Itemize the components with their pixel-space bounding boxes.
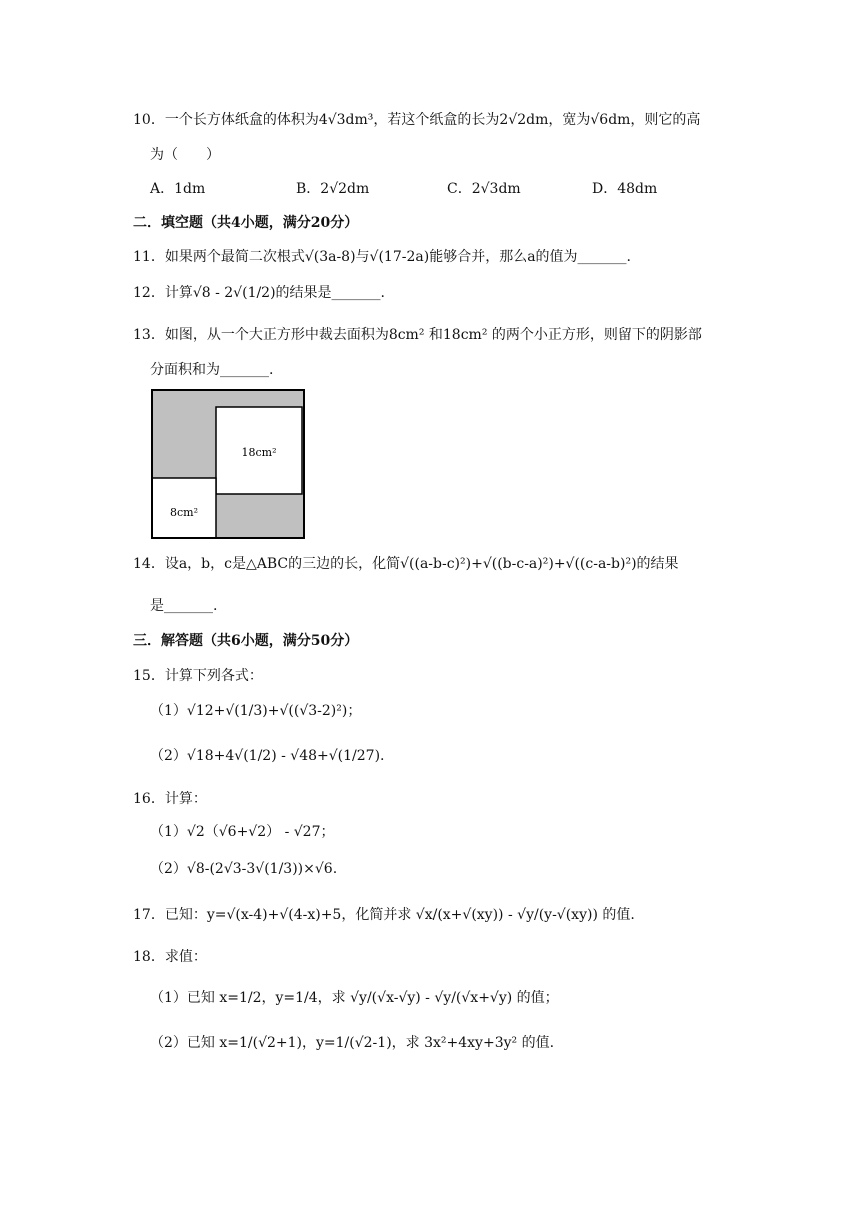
section-answer-heading: 三．解答题（共6小题，满分50分） [133,633,359,649]
q16-part-1: （1）√2（√6+√2） - √27； [150,824,335,840]
q18-part-1: （1）已知 x=1/2，y=1/4，求 √y/(√x-√y) - √y/(√x+√y) 的值； [150,990,559,1006]
q10-option-a: A．1dm [150,181,206,197]
q14-stem-line1: 14．设a，b，c是△ABC的三边的长，化简√((a-b-c)²)+√((b-c-a)²)+√((c-a-b)²)的结果 [133,556,679,572]
q15-part-2: （2）√18+4√(1/2) - √48+√(1/27). [150,748,385,764]
q10-stem-line1: 10．一个长方体纸盒的体积为4√3dm³，若这个纸盒的长为2√2dm，宽为√6dm，则它的高 [133,112,701,128]
question-17: 17．已知：y=√(x-4)+√(4-x)+5，化简并求 √x/(x+√(xy)) - √y/(y-√(xy)) 的值. [133,907,635,923]
q10-option-b: B．2√2dm [296,181,370,197]
big-square-label: 18cm² [241,446,277,459]
q18-part-2: （2）已知 x=1/(√2+1)，y=1/(√2-1)，求 3x²+4xy+3y² 的值. [150,1035,555,1051]
q10-option-d: D．48dm [592,181,658,197]
q16-part-2: （2）√8-(2√3-3√(1/3))×√6. [150,861,338,877]
q10-stem-line2: 为（ ） [150,147,220,163]
q13-stem-line2: 分面积和为_______. [150,362,274,378]
section-fill-in-heading: 二．填空题（共4小题，满分20分） [133,215,359,231]
small-square-label: 8cm² [170,506,198,519]
q14-stem-line2: 是_______. [150,598,218,614]
q10-option-c: C．2√3dm [447,181,521,197]
q15-part-1: （1）√12+√(1/3)+√((√3-2)²)； [150,703,362,719]
question-12: 12．计算√8 - 2√(1/2)的结果是_______. [133,285,386,301]
q16-title: 16．计算： [133,791,207,807]
squares-figure [151,389,307,541]
q15-title: 15．计算下列各式： [133,668,263,684]
q18-title: 18．求值： [133,949,207,965]
q13-stem-line1: 13．如图，从一个大正方形中裁去面积为8cm² 和18cm² 的两个小正方形，则留下的阴影部 [133,327,702,343]
question-11: 11．如果两个最简二次根式√(3a-8)与√(17-2a)能够合并，那么a的值为_______. [133,249,631,265]
